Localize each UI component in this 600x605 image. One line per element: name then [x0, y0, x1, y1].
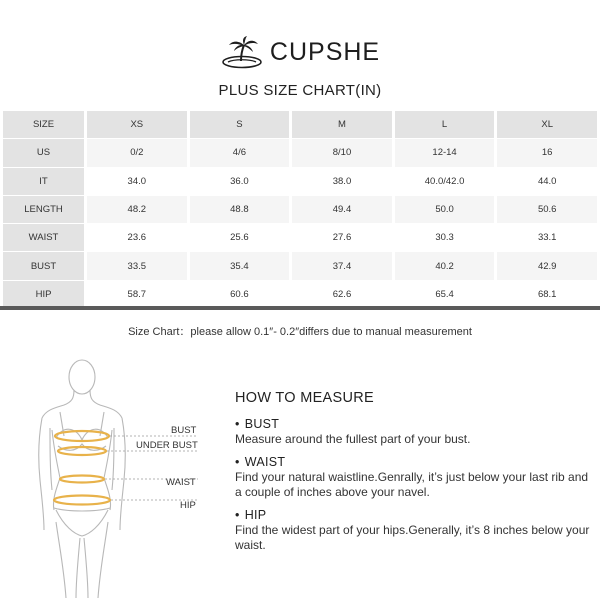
column-header: XS — [87, 111, 187, 139]
measure-item-hip — [235, 508, 595, 554]
measure-heading: HIP — [244, 507, 267, 522]
body-measurement-figure — [20, 350, 200, 600]
measure-description: Find the widest part of your hips.Generally, it’s 8 inches below your waist. — [235, 522, 590, 552]
table-cell: 33.5 — [87, 252, 187, 280]
table-cell: 65.4 — [395, 281, 495, 309]
column-header: XL — [497, 111, 597, 139]
table-cell: 0/2 — [87, 139, 187, 167]
bust-label: BUST — [171, 425, 197, 436]
table-row — [3, 252, 597, 280]
measure-item-bust — [235, 417, 595, 448]
column-header: SIZE — [3, 111, 84, 139]
measure-description: Find your natural waistline.Genrally, it’s just below your last rib and a couple of inches above your navel. — [235, 469, 589, 499]
table-cell: 30.3 — [395, 224, 495, 252]
table-row — [3, 139, 597, 167]
table-cell: 33.1 — [497, 224, 597, 252]
row-label: US — [3, 139, 84, 167]
table-cell: 8/10 — [292, 139, 392, 167]
table-cell: 48.8 — [190, 196, 290, 224]
size-chart-table — [0, 111, 600, 309]
table-cell: 23.6 — [87, 224, 187, 252]
table-cell: 48.2 — [87, 196, 187, 224]
measure-heading: BUST — [244, 417, 280, 431]
brand-logo — [0, 34, 600, 70]
table-cell: 49.4 — [292, 196, 392, 224]
row-label: LENGTH — [3, 196, 84, 224]
row-label: HIP — [3, 281, 84, 309]
table-cell: 35.4 — [190, 252, 290, 280]
how-to-measure-section — [235, 390, 595, 561]
column-header: M — [292, 111, 392, 139]
table-cell: 40.2 — [395, 252, 495, 280]
table-row — [3, 281, 597, 309]
waist-label: WAIST — [166, 477, 196, 488]
table-cell: 37.4 — [292, 252, 392, 280]
table-row — [3, 196, 597, 224]
row-label: IT — [3, 168, 84, 196]
measurement-note: Size Chart：please allow 0.1″- 0.2″differs due to manual measurement — [128, 326, 472, 338]
bullet-icon: • — [235, 507, 240, 522]
section-divider — [0, 306, 600, 310]
table-cell: 68.1 — [497, 281, 597, 309]
table-cell: 60.6 — [190, 281, 290, 309]
measure-description: Measure around the fullest part of your bust. — [235, 432, 471, 446]
table-cell: 36.0 — [190, 168, 290, 196]
table-cell: 62.6 — [292, 281, 392, 309]
table-cell: 38.0 — [292, 168, 392, 196]
row-label: BUST — [3, 252, 84, 280]
bullet-icon: • — [235, 417, 240, 431]
table-cell: 34.0 — [87, 168, 187, 196]
table-header-row — [3, 111, 597, 139]
how-to-measure-title: HOW TO MEASURE — [235, 390, 375, 406]
table-cell: 40.0/42.0 — [395, 168, 495, 196]
table-row — [3, 168, 597, 196]
table-cell: 50.6 — [497, 196, 597, 224]
table-cell: 12-14 — [395, 139, 495, 167]
table-cell: 42.9 — [497, 252, 597, 280]
table-cell: 4/6 — [190, 139, 290, 167]
under-bust-label: UNDER BUST — [136, 440, 198, 451]
bullet-icon: • — [235, 454, 240, 469]
table-cell: 50.0 — [395, 196, 495, 224]
palm-tree-icon — [220, 35, 264, 69]
table-cell: 27.6 — [292, 224, 392, 252]
table-cell: 44.0 — [497, 168, 597, 196]
chart-title: PLUS SIZE CHART(IN) — [218, 82, 382, 99]
table-cell: 58.7 — [87, 281, 187, 309]
table-cell: 16 — [497, 139, 597, 167]
column-header: L — [395, 111, 495, 139]
brand-name: CUPSHE — [269, 37, 381, 66]
measure-heading: WAIST — [244, 454, 286, 469]
body-outline-illustration — [20, 350, 200, 600]
column-header: S — [190, 111, 290, 139]
measure-item-waist — [235, 455, 595, 501]
table-cell: 25.6 — [190, 224, 290, 252]
table-row — [3, 224, 597, 252]
hip-label: HIP — [180, 500, 196, 511]
row-label: WAIST — [3, 224, 84, 252]
